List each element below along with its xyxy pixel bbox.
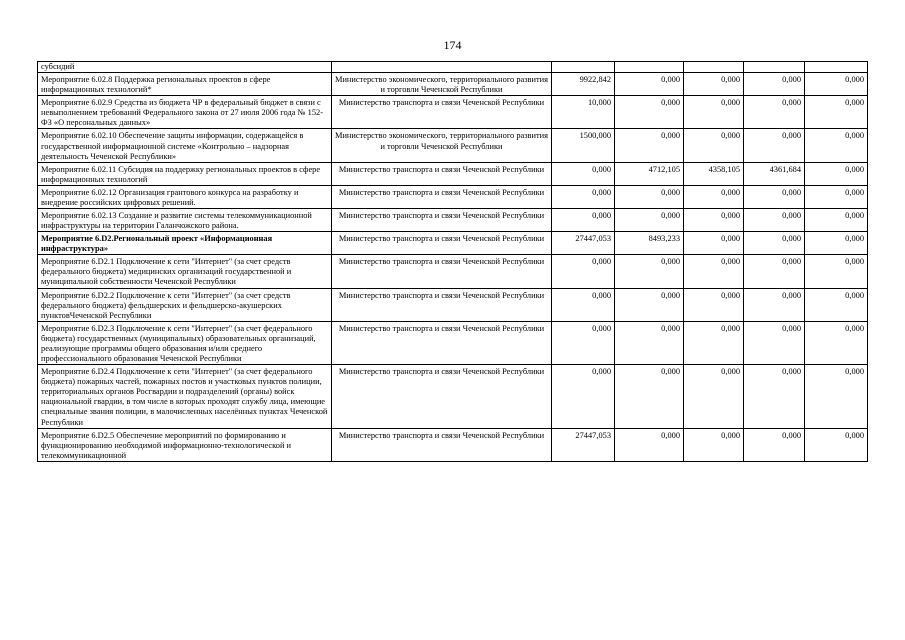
row-value: 0,000: [805, 288, 868, 321]
row-value: [805, 62, 868, 73]
row-value: 0,000: [805, 185, 868, 208]
row-value: 0,000: [615, 129, 684, 162]
row-value: 27447,053: [552, 428, 615, 461]
row-value: 0,000: [552, 255, 615, 288]
row-value: 0,000: [684, 288, 744, 321]
row-value: 0,000: [744, 428, 805, 461]
row-name: субсидий: [38, 62, 332, 73]
row-value: 0,000: [552, 209, 615, 232]
row-executor: Министерство экономического, территориального развития и торговли Чеченской Республики: [332, 129, 552, 162]
row-value: 0,000: [552, 185, 615, 208]
table-row: [38, 255, 868, 288]
row-value: 0,000: [684, 96, 744, 129]
row-value: 4358,105: [684, 162, 744, 185]
row-value: 0,000: [684, 321, 744, 364]
row-name: Мероприятие 6.D2.1 Подключение к сети "Интернет" (за счет средств федерального бюджета) медицинских организаций государственной и муниципальной собственности Чеченской Республики: [38, 255, 332, 288]
row-executor: Министерство транспорта и связи Чеченской Республики: [332, 365, 552, 428]
row-value: 0,000: [805, 321, 868, 364]
row-value: 0,000: [744, 288, 805, 321]
row-value: 0,000: [615, 288, 684, 321]
table-row: [38, 209, 868, 232]
row-name: Мероприятие 6.02.8 Поддержка региональных проектов в сфере информационных технологий*: [38, 73, 332, 96]
row-value: 0,000: [684, 365, 744, 428]
row-name: Мероприятие 6.02.11 Субсидия на поддержку региональных проектов в сфере информационных технологий: [38, 162, 332, 185]
row-value: 27447,053: [552, 232, 615, 255]
table-row: [38, 288, 868, 321]
row-value: 0,000: [684, 232, 744, 255]
row-value: 10,000: [552, 96, 615, 129]
row-name: Мероприятие 6.D2.Региональный проект «Информационная инфраструктура»: [38, 232, 332, 255]
row-value: 8493,233: [615, 232, 684, 255]
row-value: 0,000: [805, 162, 868, 185]
row-name: Мероприятие 6.D2.2 Подключение к сети "Интернет" (за счет средств федерального бюджета) фельдшерских и фельдшерско-акушерских пунктовЧеченской Республики: [38, 288, 332, 321]
row-value: 0,000: [552, 365, 615, 428]
row-executor: Министерство транспорта и связи Чеченской Республики: [332, 209, 552, 232]
table-row: [38, 321, 868, 364]
row-value: 0,000: [805, 232, 868, 255]
row-value: 0,000: [684, 129, 744, 162]
table-row: [38, 162, 868, 185]
row-value: 0,000: [805, 428, 868, 461]
row-value: 0,000: [805, 365, 868, 428]
row-name: Мероприятие 6.02.13 Создание и развитие системы телекоммуникационной инфраструктуры на территории Галанчожского района.: [38, 209, 332, 232]
table-row: [38, 73, 868, 96]
row-value: 0,000: [684, 185, 744, 208]
row-name: Мероприятие 6.02.12 Организация грантового конкурса на разработку и внедрение российских цифровых решений.: [38, 185, 332, 208]
table-row: [38, 365, 868, 428]
row-value: 0,000: [615, 428, 684, 461]
row-value: 0,000: [684, 255, 744, 288]
row-value: 0,000: [744, 365, 805, 428]
row-value: 0,000: [744, 255, 805, 288]
row-value: [615, 62, 684, 73]
row-value: 0,000: [805, 96, 868, 129]
table-row: [38, 129, 868, 162]
row-name: Мероприятие 6.D2.3 Подключение к сети "Интернет" (за счет федерального бюджета) государственных (муниципальных) образовательных организаций, реализующие программы общего образования и/или среднего профессионального образования Чеченской Республики: [38, 321, 332, 364]
row-value: 4712,105: [615, 162, 684, 185]
row-value: 0,000: [744, 96, 805, 129]
row-value: 0,000: [615, 365, 684, 428]
row-value: 0,000: [744, 232, 805, 255]
row-executor: Министерство транспорта и связи Чеченской Республики: [332, 428, 552, 461]
table-row: [38, 428, 868, 461]
row-name: Мероприятие 6.D2.4 Подключение к сети "Интернет" (за счет федерального бюджета) пожарных частей, пожарных постов и участковых пунктов полиции, территориальных органов Росгвардии и подразделений (органы) войск национальной гвардии, в том числе в которых проходят службу лица, имеющие специальные звания полиции, в малочисленных населённых пунктах Чеченской Республики: [38, 365, 332, 428]
row-value: 0,000: [684, 73, 744, 96]
table-row: [38, 96, 868, 129]
row-value: 0,000: [744, 209, 805, 232]
row-executor: Министерство транспорта и связи Чеченской Республики: [332, 232, 552, 255]
row-name: Мероприятие 6.02.10 Обеспечение защиты информации, содержащейся в государственной информационной системе «Контрольно – надзорная деятельность Чеченской Республики»: [38, 129, 332, 162]
row-value: 0,000: [744, 129, 805, 162]
row-value: 0,000: [684, 209, 744, 232]
row-value: 0,000: [684, 428, 744, 461]
table-row-continuation: [38, 62, 868, 73]
row-executor: Министерство транспорта и связи Чеченской Республики: [332, 162, 552, 185]
budget-table: [37, 61, 868, 462]
row-value: 4361,684: [744, 162, 805, 185]
row-value: 9922,842: [552, 73, 615, 96]
row-value: 0,000: [805, 209, 868, 232]
row-executor: [332, 62, 552, 73]
row-value: 1500,000: [552, 129, 615, 162]
row-executor: Министерство транспорта и связи Чеченской Республики: [332, 255, 552, 288]
row-value: 0,000: [552, 321, 615, 364]
row-value: 0,000: [744, 321, 805, 364]
row-value: [684, 62, 744, 73]
table-row: [38, 185, 868, 208]
row-value: [744, 62, 805, 73]
row-value: 0,000: [615, 209, 684, 232]
row-name: Мероприятие 6.02.9 Средства из бюджета ЧР в федеральный бюджет в связи с невыполнением требований Федерального закона от 27 июля 2006 года № 152-ФЗ «О персональных данных»: [38, 96, 332, 129]
table-row: [38, 232, 868, 255]
row-value: 0,000: [615, 255, 684, 288]
row-value: [552, 62, 615, 73]
row-value: 0,000: [744, 185, 805, 208]
row-value: 0,000: [805, 255, 868, 288]
row-value: 0,000: [552, 288, 615, 321]
row-executor: Министерство транспорта и связи Чеченской Республики: [332, 185, 552, 208]
row-executor: Министерство экономического, территориального развития и торговли Чеченской Республики: [332, 73, 552, 96]
row-value: 0,000: [615, 185, 684, 208]
row-executor: Министерство транспорта и связи Чеченской Республики: [332, 96, 552, 129]
row-value: 0,000: [615, 96, 684, 129]
row-value: 0,000: [805, 129, 868, 162]
row-executor: Министерство транспорта и связи Чеченской Республики: [332, 321, 552, 364]
row-name: Мероприятие 6.D2.5 Обеспечение мероприятий по формированию и функционированию необходимой информационно-технологической и телекоммуникационной: [38, 428, 332, 461]
row-value: 0,000: [615, 321, 684, 364]
page-number: 174: [443, 38, 462, 52]
row-value: 0,000: [615, 73, 684, 96]
row-value: 0,000: [805, 73, 868, 96]
row-executor: Министерство транспорта и связи Чеченской Республики: [332, 288, 552, 321]
row-value: 0,000: [552, 162, 615, 185]
row-value: 0,000: [744, 73, 805, 96]
